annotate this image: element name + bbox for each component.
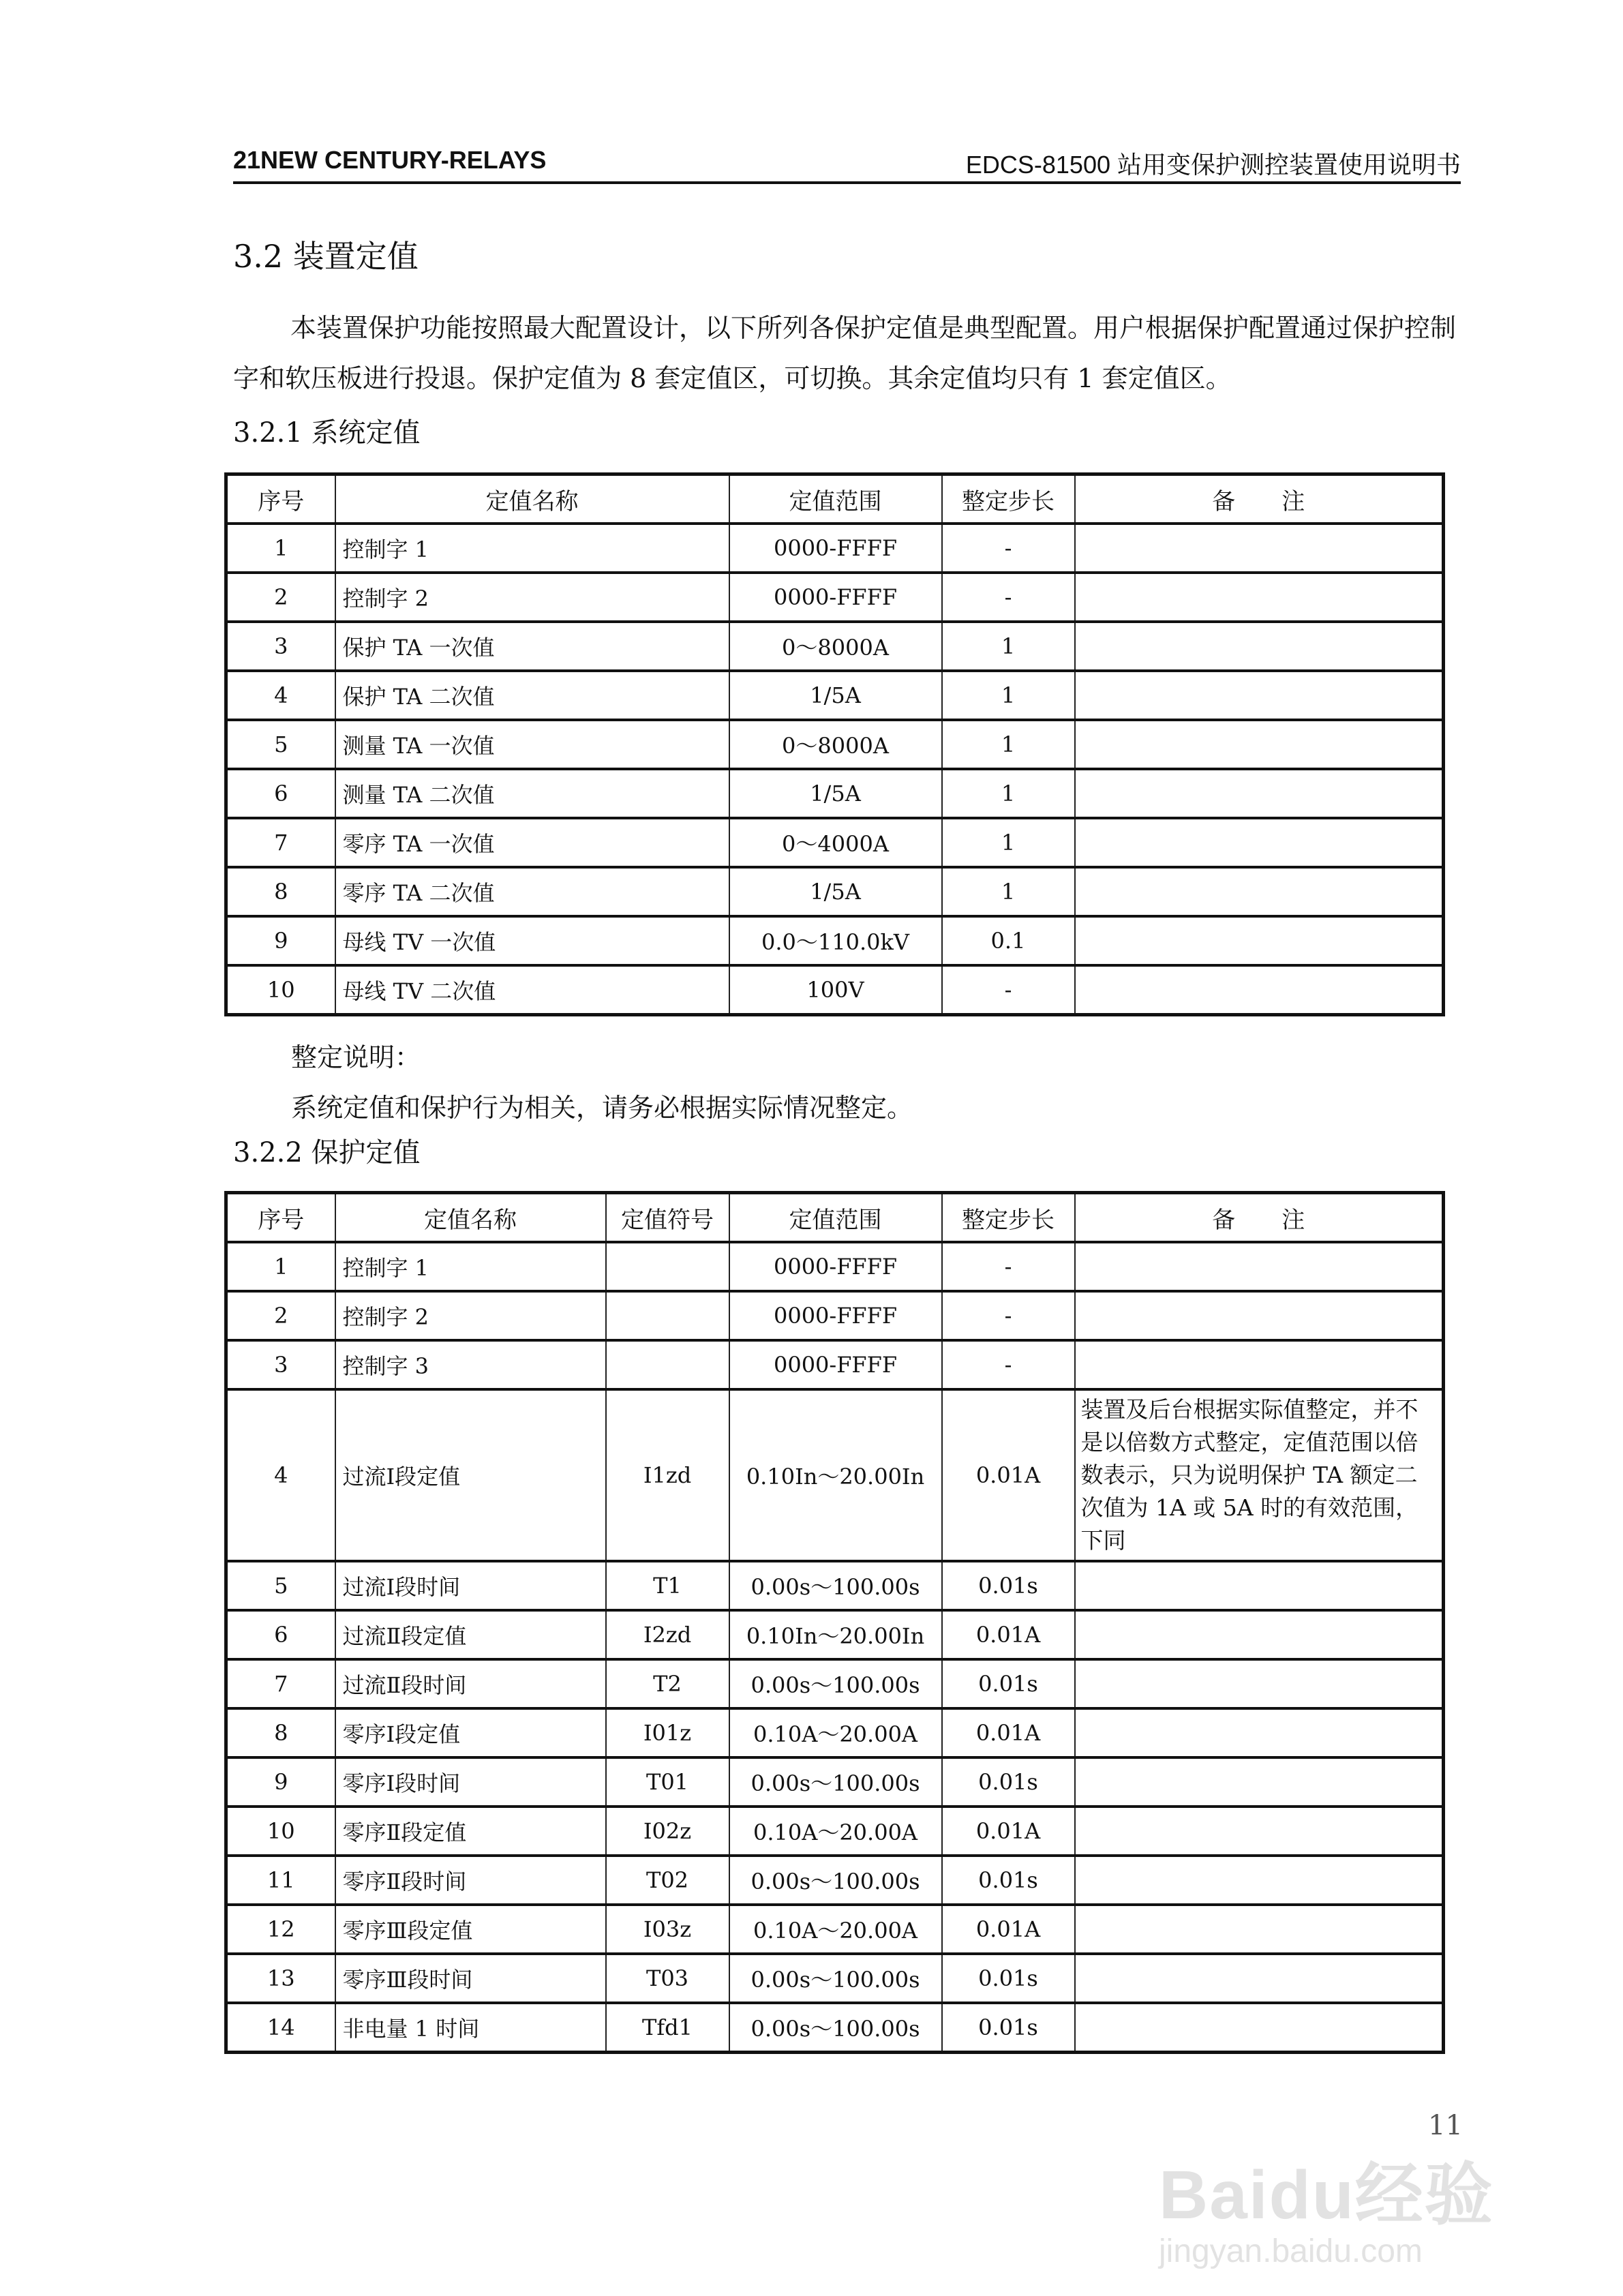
table-cell: 0000-FFFF [729, 573, 942, 622]
table-cell: 装置及后台根据实际值整定，并不是以倍数方式整定，定值范围以倍数表示，只为说明保护 TA 额定二次值为 1A 或 5A 时的有效范围，下同 [1075, 1389, 1444, 1561]
table-cell: 0.01A [942, 1708, 1075, 1757]
column-header: 序号 [226, 1193, 335, 1243]
table-cell: 1 [942, 818, 1075, 867]
table-cell [1075, 818, 1444, 867]
table-cell: 0.00s～100.00s [729, 2003, 942, 2053]
table-row [226, 1757, 1444, 1807]
table-row [226, 1856, 1444, 1905]
table-cell: T03 [606, 1954, 729, 2003]
table-cell: 0.10A～20.00A [729, 1905, 942, 1954]
table-row [226, 916, 1444, 965]
table-cell: 0.01s [942, 1659, 1075, 1708]
header-company: 21NEW CENTURY-RELAYS [233, 146, 547, 174]
table-row [226, 1708, 1444, 1757]
table-cell: 0000-FFFF [729, 524, 942, 573]
table-row [226, 965, 1444, 1015]
table-cell: 0.01A [942, 1389, 1075, 1561]
table-cell: 1 [942, 720, 1075, 769]
table-cell: 5 [226, 720, 335, 769]
table-cell: - [942, 573, 1075, 622]
table-cell: 保护 TA 一次值 [335, 622, 729, 671]
table-cell: 0000-FFFF [729, 1242, 942, 1291]
table-cell [1075, 769, 1444, 818]
table-cell: 12 [226, 1905, 335, 1954]
table-cell: 0.00s～100.00s [729, 1856, 942, 1905]
table-cell: 7 [226, 818, 335, 867]
table-cell: 0.00s～100.00s [729, 1659, 942, 1708]
table-cell: 0.00s～100.00s [729, 1561, 942, 1610]
table-cell [1075, 1561, 1444, 1610]
table-cell [1075, 622, 1444, 671]
table-cell: 0.10In～20.00In [729, 1610, 942, 1659]
table-cell: - [942, 524, 1075, 573]
table-cell: 2 [226, 1291, 335, 1340]
table-cell: 11 [226, 1856, 335, 1905]
table-cell: - [942, 1242, 1075, 1291]
table-cell [1075, 916, 1444, 965]
table-cell: 零序Ⅱ段定值 [335, 1807, 606, 1856]
baidu-watermark [1159, 2158, 1494, 2271]
table-cell: 0.1 [942, 916, 1075, 965]
column-header: 定值符号 [606, 1193, 729, 1243]
table-cell [1075, 1708, 1444, 1757]
table-row [226, 867, 1444, 916]
table-cell: 0.01A [942, 1807, 1075, 1856]
table-cell: 控制字 2 [335, 573, 729, 622]
table-cell: 1/5A [729, 867, 942, 916]
table-cell: 1 [226, 524, 335, 573]
table-cell: - [942, 1291, 1075, 1340]
table-row [226, 1561, 1444, 1610]
setting-note-text: 系统定值和保护行为相关，请务必根据实际情况整定。 [291, 1093, 913, 1123]
table-cell: I02z [606, 1807, 729, 1856]
table-cell: 0.01s [942, 1954, 1075, 2003]
table-row [226, 769, 1444, 818]
table-cell: 100V [729, 965, 942, 1015]
column-header: 定值范围 [729, 1193, 942, 1243]
table-cell: 0.0～110.0kV [729, 916, 942, 965]
table-cell: 零序Ⅲ段定值 [335, 1905, 606, 1954]
table-cell: 3 [226, 622, 335, 671]
table-cell: - [942, 965, 1075, 1015]
table-cell: 5 [226, 1561, 335, 1610]
table-cell: 控制字 2 [335, 1291, 606, 1340]
column-header: 定值范围 [729, 474, 942, 524]
table-cell: Tfd1 [606, 2003, 729, 2053]
table-row [226, 1807, 1444, 1856]
table-row [226, 818, 1444, 867]
table-row [226, 1905, 1444, 1954]
table-cell: 0000-FFFF [729, 1340, 942, 1389]
column-header: 整定步长 [942, 1193, 1075, 1243]
table-cell: 0～8000A [729, 622, 942, 671]
table-cell: 1 [942, 867, 1075, 916]
table-cell: 10 [226, 1807, 335, 1856]
table-cell: 零序 TA 二次值 [335, 867, 729, 916]
table-cell [1075, 1905, 1444, 1954]
table-cell: 零序 TA 一次值 [335, 818, 729, 867]
table-cell: 10 [226, 965, 335, 1015]
table-cell [1075, 1291, 1444, 1340]
table-cell [1075, 867, 1444, 916]
table-cell: 3 [226, 1340, 335, 1389]
table-cell [1075, 965, 1444, 1015]
table-cell [1075, 1807, 1444, 1856]
table-cell: 0.10A～20.00A [729, 1708, 942, 1757]
table-row [226, 1291, 1444, 1340]
table-row [226, 1610, 1444, 1659]
table-cell: 1/5A [729, 671, 942, 720]
table-cell: 零序Ⅰ段定值 [335, 1708, 606, 1757]
table-cell: - [942, 1340, 1075, 1389]
table-cell [1075, 1340, 1444, 1389]
table-cell: 8 [226, 867, 335, 916]
table-cell: 0.01s [942, 1757, 1075, 1807]
table-cell: T02 [606, 1856, 729, 1905]
system-settings-table [224, 472, 1445, 1016]
table-row [226, 1389, 1444, 1561]
table-cell: 13 [226, 1954, 335, 2003]
table-row [226, 671, 1444, 720]
column-header: 备 注 [1075, 1193, 1444, 1243]
column-header: 序号 [226, 474, 335, 524]
table-cell: 过流Ⅰ段时间 [335, 1561, 606, 1610]
table-row [226, 524, 1444, 573]
table-cell: I01z [606, 1708, 729, 1757]
page-content [233, 236, 1461, 2054]
table-cell: 8 [226, 1708, 335, 1757]
watermark-url: jingyan.baidu.com [1159, 2233, 1423, 2269]
table-cell: I1zd [606, 1389, 729, 1561]
table-cell: 6 [226, 769, 335, 818]
table-cell: T2 [606, 1659, 729, 1708]
table-cell: 过流Ⅱ段时间 [335, 1659, 606, 1708]
table-cell: 4 [226, 1389, 335, 1561]
table-cell: 0.01A [942, 1610, 1075, 1659]
column-header: 定值名称 [335, 1193, 606, 1243]
table-cell: 零序Ⅰ段时间 [335, 1757, 606, 1807]
section-heading: 3.2 装置定值 [233, 238, 419, 275]
header-doc-title: EDCS-81500 站用变保护测控装置使用说明书 [965, 151, 1461, 179]
table-cell: 9 [226, 1757, 335, 1807]
table-cell: 零序Ⅲ段时间 [335, 1954, 606, 2003]
table-cell: 1 [226, 1242, 335, 1291]
table-cell [1075, 573, 1444, 622]
table-cell: I2zd [606, 1610, 729, 1659]
table-cell [1075, 1610, 1444, 1659]
table-cell: 母线 TV 二次值 [335, 965, 729, 1015]
table-row [226, 573, 1444, 622]
table-cell: 0000-FFFF [729, 1291, 942, 1340]
table-cell: 母线 TV 一次值 [335, 916, 729, 965]
table-row [226, 1954, 1444, 2003]
table-cell: I03z [606, 1905, 729, 1954]
table-cell: 0.10In～20.00In [729, 1389, 942, 1561]
table-cell: 1/5A [729, 769, 942, 818]
page-number: 11 [1428, 2110, 1463, 2141]
table-cell: 7 [226, 1659, 335, 1708]
table-cell: 0.01s [942, 1856, 1075, 1905]
system-settings-heading: 3.2.1 系统定值 [233, 417, 421, 449]
table-cell: 保护 TA 二次值 [335, 671, 729, 720]
column-header: 整定步长 [942, 474, 1075, 524]
table-cell: 4 [226, 671, 335, 720]
table-cell: 1 [942, 769, 1075, 818]
table-cell: 0～4000A [729, 818, 942, 867]
table-cell [1075, 524, 1444, 573]
table-cell: 非电量 1 时间 [335, 2003, 606, 2053]
table-cell: 过流Ⅱ段定值 [335, 1610, 606, 1659]
table-cell: 1 [942, 622, 1075, 671]
table-cell [1075, 2003, 1444, 2053]
table-cell: 测量 TA 二次值 [335, 769, 729, 818]
table-cell [1075, 1659, 1444, 1708]
table-cell: 0.10A～20.00A [729, 1807, 942, 1856]
table-cell: 零序Ⅱ段时间 [335, 1856, 606, 1905]
table-cell [606, 1242, 729, 1291]
table-cell: T01 [606, 1757, 729, 1807]
table-cell [1075, 720, 1444, 769]
table-row [226, 2003, 1444, 2053]
table-cell: 过流Ⅰ段定值 [335, 1389, 606, 1561]
table-cell [606, 1340, 729, 1389]
table-cell [1075, 1954, 1444, 2003]
table-row [226, 720, 1444, 769]
table-cell: 0.01s [942, 1561, 1075, 1610]
table-cell: 9 [226, 916, 335, 965]
table-cell: 0.01s [942, 2003, 1075, 2053]
table-cell: 0.01A [942, 1905, 1075, 1954]
table-cell [1075, 1242, 1444, 1291]
table-cell: 0.00s～100.00s [729, 1757, 942, 1807]
table-row [226, 1340, 1444, 1389]
header-divider [233, 181, 1461, 184]
table-cell: 0～8000A [729, 720, 942, 769]
table-cell [1075, 671, 1444, 720]
table-cell: 测量 TA 一次值 [335, 720, 729, 769]
table-cell: T1 [606, 1561, 729, 1610]
table-cell: 控制字 3 [335, 1340, 606, 1389]
setting-note-label: 整定说明： [291, 1042, 421, 1072]
protection-settings-table [224, 1191, 1445, 2054]
table-cell: 控制字 1 [335, 524, 729, 573]
column-header: 备 注 [1075, 474, 1444, 524]
table-cell: 1 [942, 671, 1075, 720]
intro-paragraph: 本装置保护功能按照最大配置设计，以下所列各保护定值是典型配置。用户根据保护配置通过保护控制字和软压板进行投退。保护定值为 8 套定值区，可切换。其余定值均只有 1 套定值区。 [233, 313, 1457, 393]
table-cell: 14 [226, 2003, 335, 2053]
table-cell: 0.00s～100.00s [729, 1954, 942, 2003]
table-row [226, 1242, 1444, 1291]
table-cell: 2 [226, 573, 335, 622]
baidu-logo: Baidu经验 [1159, 2157, 1494, 2233]
table-cell [606, 1291, 729, 1340]
table-cell: 6 [226, 1610, 335, 1659]
table-row [226, 1659, 1444, 1708]
table-row [226, 622, 1444, 671]
protection-settings-heading: 3.2.2 保护定值 [233, 1137, 421, 1168]
table-cell: 控制字 1 [335, 1242, 606, 1291]
column-header: 定值名称 [335, 474, 729, 524]
table-cell [1075, 1856, 1444, 1905]
table-cell [1075, 1757, 1444, 1807]
